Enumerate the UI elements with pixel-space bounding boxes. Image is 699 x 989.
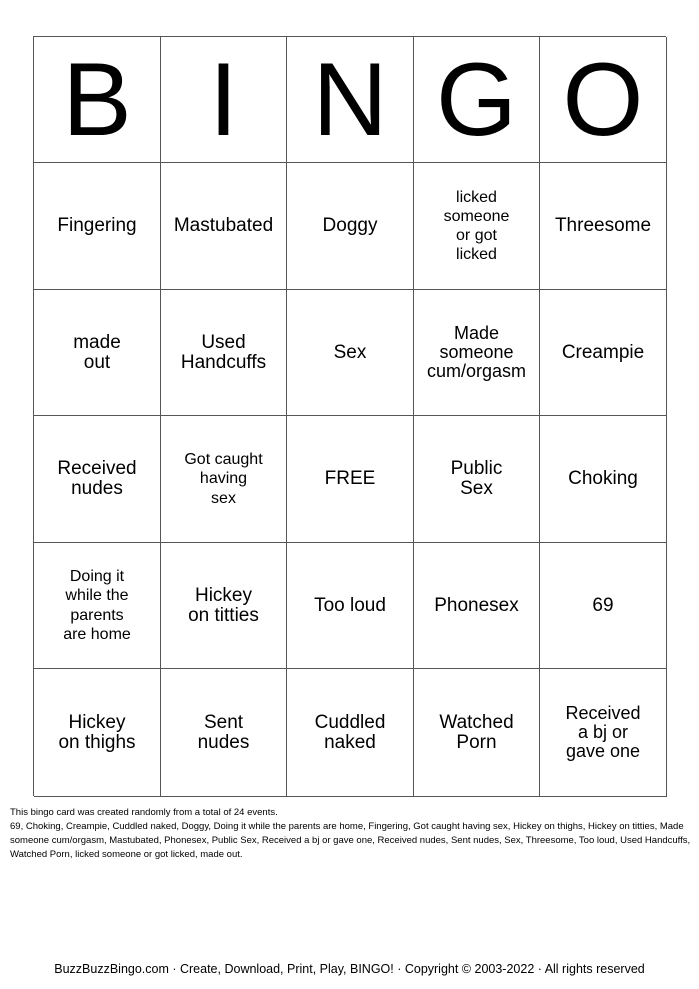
bingo-cell-r5-c5: Received a bj or gave one (540, 669, 667, 797)
header-letter-n: N (287, 37, 414, 163)
bingo-cell-r5-c2: Sent nudes (161, 669, 287, 797)
bingo-cell-r2-c2: Used Handcuffs (161, 290, 287, 416)
bingo-cell-r3-c1: Received nudes (34, 416, 161, 543)
card-info (10, 806, 692, 862)
bingo-cell-r4-c4: Phonesex (414, 543, 540, 669)
bingo-cell-r4-c3: Too loud (287, 543, 414, 669)
header-letter-g: G (414, 37, 540, 163)
bingo-cell-r2-c5: Creampie (540, 290, 667, 416)
bingo-cell-r5-c1: Hickey on thighs (34, 669, 161, 797)
bingo-card (33, 36, 666, 796)
card-info-summary: This bingo card was created randomly from a total of 24 events. (10, 807, 278, 818)
bingo-cell-r5-c3: Cuddled naked (287, 669, 414, 797)
bingo-cell-r2-c3: Sex (287, 290, 414, 416)
bingo-cell-r5-c4: Watched Porn (414, 669, 540, 797)
bingo-cell-r1-c3: Doggy (287, 163, 414, 290)
bingo-cell-r4-c5: 69 (540, 543, 667, 669)
bingo-cell-r3-c2: Got caught having sex (161, 416, 287, 543)
bingo-cell-r1-c5: Threesome (540, 163, 667, 290)
bingo-cell-r4-c2: Hickey on titties (161, 543, 287, 669)
bingo-cell-r1-c1: Fingering (34, 163, 161, 290)
bingo-cell-r4-c1: Doing it while the parents are home (34, 543, 161, 669)
bingo-cell-r2-c4: Made someone cum/orgasm (414, 290, 540, 416)
page-footer: BuzzBuzzBingo.com · Create, Download, Print, Play, BINGO! · Copyright © 2003-2022 · All rights reserved (54, 962, 645, 976)
bingo-cell-r3-c4: Public Sex (414, 416, 540, 543)
card-info-event-list: 69, Choking, Creampie, Cuddled naked, Doggy, Doing it while the parents are home, Fingering, Got caught having sex, Hickey on thighs, Hickey on titties, Made someone cum/orgasm, Mastubated, Phonesex, Public Sex, Received a bj or gave one, Received nudes, Sent nudes, Sex, Threesome, Too loud, Used Handcuffs, Watched Porn, licked someone or got licked, made out. (10, 821, 691, 860)
bingo-cell-r1-c4: licked someone or got licked (414, 163, 540, 290)
bingo-cell-r2-c1: made out (34, 290, 161, 416)
header-letter-b: B (34, 37, 161, 163)
header-letter-i: I (161, 37, 287, 163)
header-letter-o: O (540, 37, 667, 163)
bingo-cell-free: FREE (287, 416, 414, 543)
bingo-cell-r1-c2: Mastubated (161, 163, 287, 290)
bingo-cell-r3-c5: Choking (540, 416, 667, 543)
